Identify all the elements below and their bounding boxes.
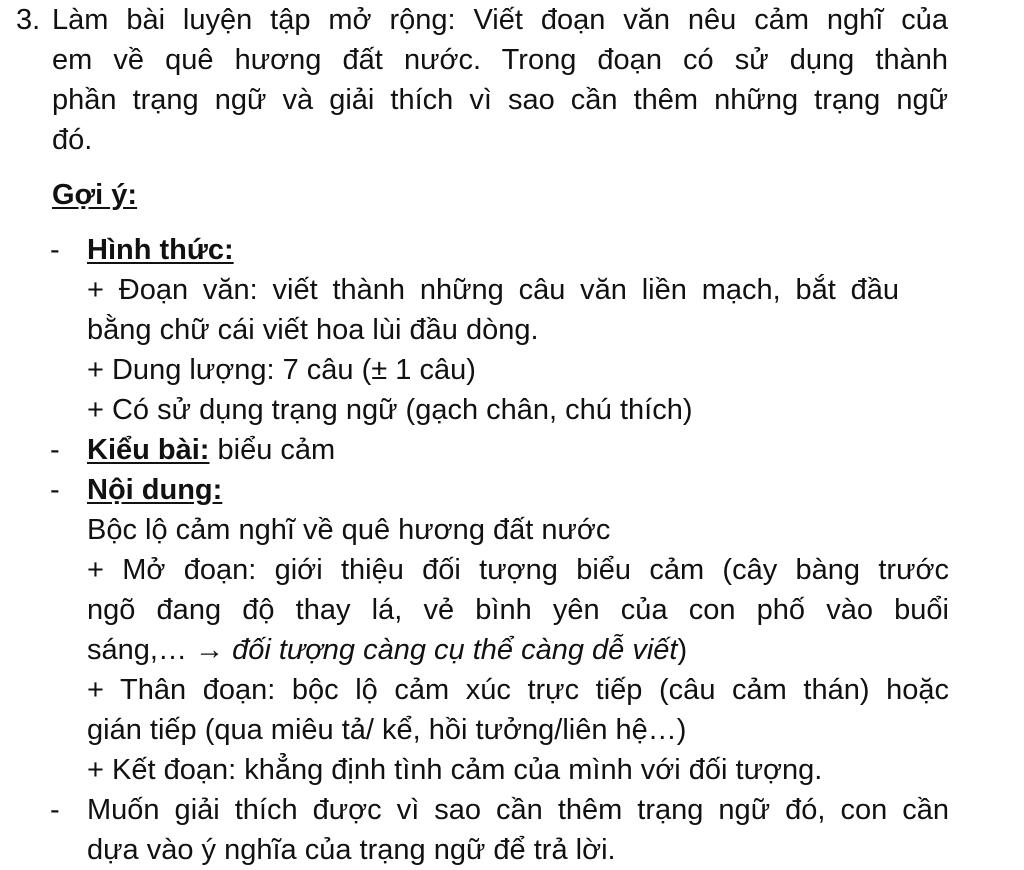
question-line-1: Làm bài luyện tập mở rộng: Viết đoạn văn nêu cảm nghĩ của	[52, 4, 948, 36]
content-heading: Nội dung:	[87, 474, 223, 506]
content-body-2: gián tiếp (qua miêu tả/ kể, hồi tưởng/liên hệ…)	[87, 714, 687, 746]
type-row	[87, 430, 335, 470]
form-item-1-cont: bằng chữ cái viết hoa lùi đầu dòng.	[87, 314, 539, 346]
bullet-dash: -	[50, 434, 60, 466]
question-line-4: đó.	[52, 124, 93, 156]
bullet-dash: -	[50, 234, 60, 266]
content-intro: Bộc lộ cảm nghĩ về quê hương đất nước	[87, 514, 611, 546]
form-item-3: + Có sử dụng trạng ngữ (gạch chân, chú thích)	[87, 394, 693, 426]
type-heading: Kiểu bài:	[87, 434, 210, 466]
content-close: + Kết đoạn: khẳng định tình cảm của mình với đối tượng.	[87, 754, 823, 786]
content-open-1: + Mở đoạn: giới thiệu đối tượng biểu cảm (cây bàng trước	[87, 554, 949, 586]
form-item-2: + Dung lượng: 7 câu (± 1 câu)	[87, 354, 476, 386]
content-open-3-italic: đối tượng càng cụ thể càng dễ viết	[232, 634, 678, 666]
content-open-3	[87, 630, 687, 670]
question-line-2: em về quê hương đất nước. Trong đoạn có sử dụng thành	[52, 44, 948, 76]
explain-line-1: Muốn giải thích được vì sao cần thêm trạng ngữ đó, con cần	[87, 794, 949, 826]
bullet-dash: -	[50, 794, 60, 826]
content-open-3-suffix: )	[677, 634, 688, 666]
content-body-1: + Thân đoạn: bộc lộ cảm xúc trực tiếp (câu cảm thán) hoặc	[87, 674, 949, 706]
explain-line-2: dựa vào ý nghĩa của trạng ngữ để trả lời.	[87, 834, 616, 866]
bullet-dash: -	[50, 474, 60, 506]
question-line-3: phần trạng ngữ và giải thích vì sao cần thêm những trạng ngữ	[52, 84, 948, 116]
type-value: biểu cảm	[209, 434, 336, 466]
hint-heading: Gợi ý:	[52, 179, 138, 211]
content-open-2: ngõ đang độ thay lá, vẻ bình yên của con phố vào buổi	[87, 594, 949, 626]
form-heading: Hình thức:	[87, 234, 234, 266]
form-item-1: + Đoạn văn: viết thành những câu văn liền mạch, bắt đầu	[87, 274, 899, 306]
question-number: 3.	[16, 4, 41, 36]
content-open-3-prefix: sáng,… →	[87, 634, 233, 666]
